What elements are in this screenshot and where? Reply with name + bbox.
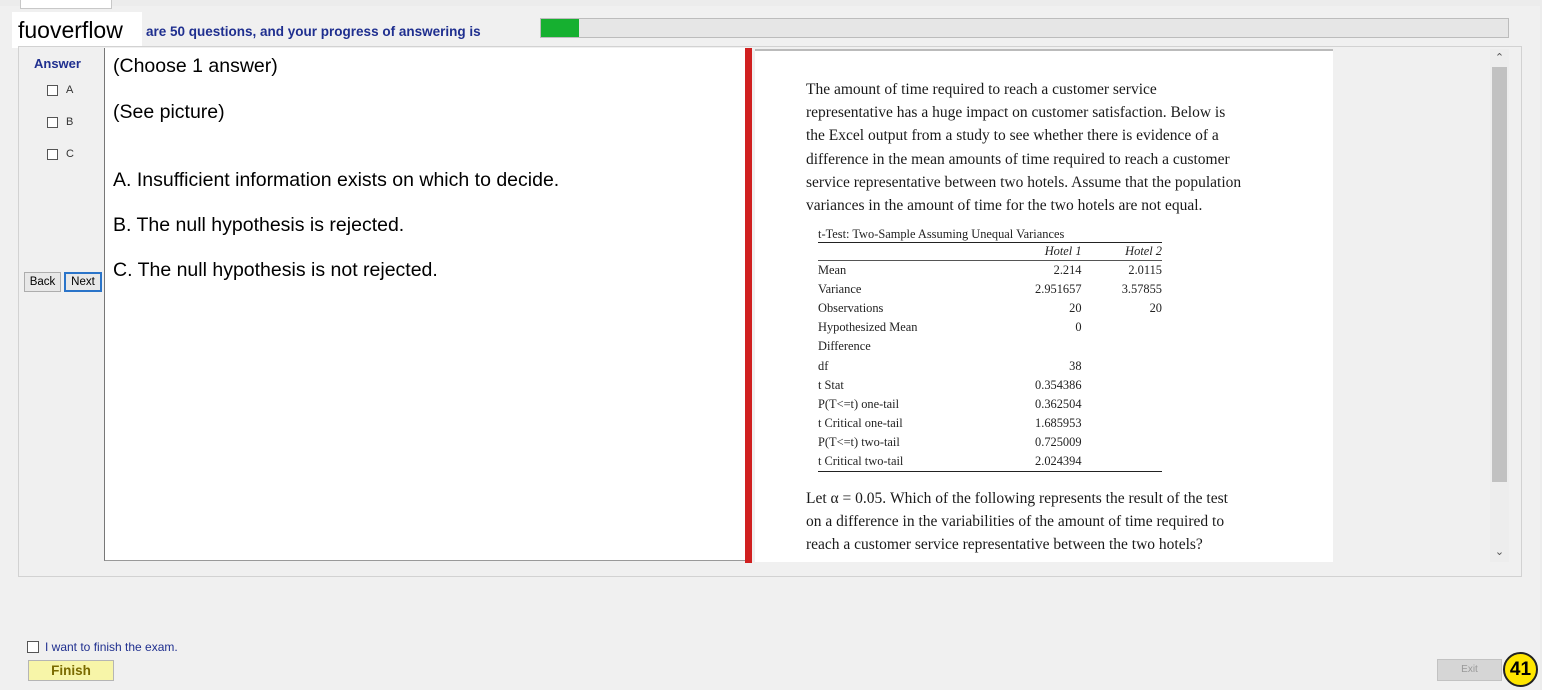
- panel-splitter[interactable]: [745, 48, 752, 563]
- value-cell: 20: [1069, 301, 1082, 316]
- value-cell: 2.951657: [1035, 282, 1082, 297]
- table-row: [818, 433, 1162, 452]
- table-row: [818, 414, 1162, 433]
- choice-a: A. Insufficient information exists on which to decide.: [113, 169, 560, 191]
- finish-check-label: I want to finish the exam.: [45, 640, 178, 654]
- value-cell: [1082, 318, 1162, 337]
- intro-line: difference in the mean amounts of time required to reach a customer: [806, 150, 1230, 168]
- question-instruction: (Choose 1 answer): [113, 55, 278, 77]
- ttest-output: [818, 226, 1164, 472]
- choice-c: C. The null hypothesis is not rejected.: [113, 259, 438, 281]
- finish-exam-checkbox[interactable]: [27, 640, 178, 654]
- row-label: Difference: [818, 339, 871, 354]
- option-letter: A: [66, 84, 74, 96]
- row-label: t Critical one-tail: [818, 415, 903, 430]
- checkbox-finish[interactable]: [27, 641, 39, 653]
- intro-line: representative has a huge impact on customer satisfaction. Below is: [806, 104, 1226, 122]
- question-see-picture: (See picture): [113, 101, 225, 123]
- header-cell: Hotel 1: [969, 243, 1082, 261]
- scroll-up-icon[interactable]: ⌃: [1494, 52, 1505, 64]
- value-cell: 3.57855: [1121, 282, 1162, 297]
- intro-line: variances in the amount of time for the two hotels are not equal.: [806, 197, 1203, 215]
- table-row: [818, 337, 1162, 356]
- intro-line: the Excel output from a study to see whether there is evidence of a: [806, 127, 1219, 145]
- finish-button[interactable]: Finish: [28, 660, 114, 681]
- ttest-header-row: [818, 243, 1162, 261]
- checkbox-c[interactable]: [47, 149, 58, 160]
- exit-button[interactable]: Exit: [1437, 659, 1502, 681]
- row-label: t Stat: [818, 377, 844, 392]
- progress-text: are 50 questions, and your progress of answering is: [146, 24, 481, 39]
- ttest-table: [818, 242, 1162, 472]
- row-label: P(T<=t) one-tail: [818, 396, 900, 411]
- back-button[interactable]: Back: [24, 272, 61, 292]
- value-cell: 1.685953: [1035, 415, 1082, 430]
- tab-edge: [20, 0, 112, 9]
- table-row: [818, 261, 1162, 281]
- value-cell: [1082, 356, 1162, 375]
- table-row: [818, 395, 1162, 414]
- value-cell: [1082, 414, 1162, 433]
- answer-option-a[interactable]: [47, 84, 73, 96]
- value-cell: [1082, 376, 1162, 395]
- ttest-caption: t-Test: Two-Sample Assuming Unequal Variances: [818, 227, 1065, 241]
- question-panel: [104, 48, 747, 561]
- value-cell: 20: [1149, 301, 1162, 316]
- value-cell: [1082, 337, 1162, 356]
- choice-b: B. The null hypothesis is rejected.: [113, 214, 405, 236]
- answer-option-b[interactable]: [47, 116, 73, 128]
- next-button[interactable]: Next: [64, 272, 102, 292]
- value-cell: 38: [1069, 358, 1082, 373]
- question-line: reach a customer service representative between the two hotels?: [806, 536, 1203, 554]
- value-cell: 0.725009: [1035, 434, 1082, 449]
- scroll-down-icon[interactable]: ⌄: [1494, 546, 1505, 558]
- value-cell: 2.024394: [1035, 453, 1082, 468]
- value-cell: [1082, 452, 1162, 472]
- header-cell: Hotel 2: [1082, 243, 1162, 261]
- progress-bar-fill: [541, 19, 579, 37]
- row-label: P(T<=t) two-tail: [818, 434, 900, 449]
- progress-bar: [540, 18, 1509, 38]
- answer-label: Answer: [34, 56, 81, 71]
- value-cell: [1082, 433, 1162, 452]
- checkbox-b[interactable]: [47, 117, 58, 128]
- scrollbar-thumb[interactable]: [1492, 67, 1507, 482]
- intro-line: service representative between two hotels. Assume that the population: [806, 173, 1242, 191]
- intro-line: The amount of time required to reach a customer service: [806, 81, 1157, 98]
- table-row: [818, 299, 1162, 318]
- image-intro-text: [806, 78, 1306, 217]
- row-label: t Critical two-tail: [818, 453, 904, 468]
- brand-watermark: fuoverflow: [12, 12, 142, 48]
- value-cell: 0.354386: [1035, 377, 1082, 392]
- table-row: [818, 376, 1162, 395]
- question-line: on a difference in the variabilities of the amount of time required to: [806, 513, 1225, 531]
- checkbox-a[interactable]: [47, 85, 58, 96]
- question-number-badge: 41: [1503, 652, 1538, 687]
- value-cell: 0.362504: [1035, 396, 1082, 411]
- row-label: Observations: [818, 301, 884, 316]
- table-row: [818, 452, 1162, 472]
- row-label: Mean: [818, 263, 847, 278]
- value-cell: 0: [1075, 320, 1082, 335]
- value-cell: [969, 337, 1082, 356]
- option-letter: C: [66, 148, 74, 160]
- table-row: [818, 356, 1162, 375]
- value-cell: 2.0115: [1128, 263, 1162, 278]
- header-cell: [818, 243, 969, 261]
- table-row: [818, 280, 1162, 299]
- option-letter: B: [66, 116, 74, 128]
- answer-option-c[interactable]: [47, 148, 74, 160]
- row-label: Hypothesized Mean: [818, 320, 918, 335]
- question-line: Let α = 0.05. Which of the following represents the result of the test: [806, 490, 1228, 507]
- value-cell: [1082, 395, 1162, 414]
- image-question-text: [806, 487, 1306, 557]
- row-label: df: [818, 358, 829, 373]
- row-label: Variance: [818, 282, 862, 297]
- table-row: [818, 318, 1162, 337]
- value-cell: 2.214: [1053, 263, 1082, 278]
